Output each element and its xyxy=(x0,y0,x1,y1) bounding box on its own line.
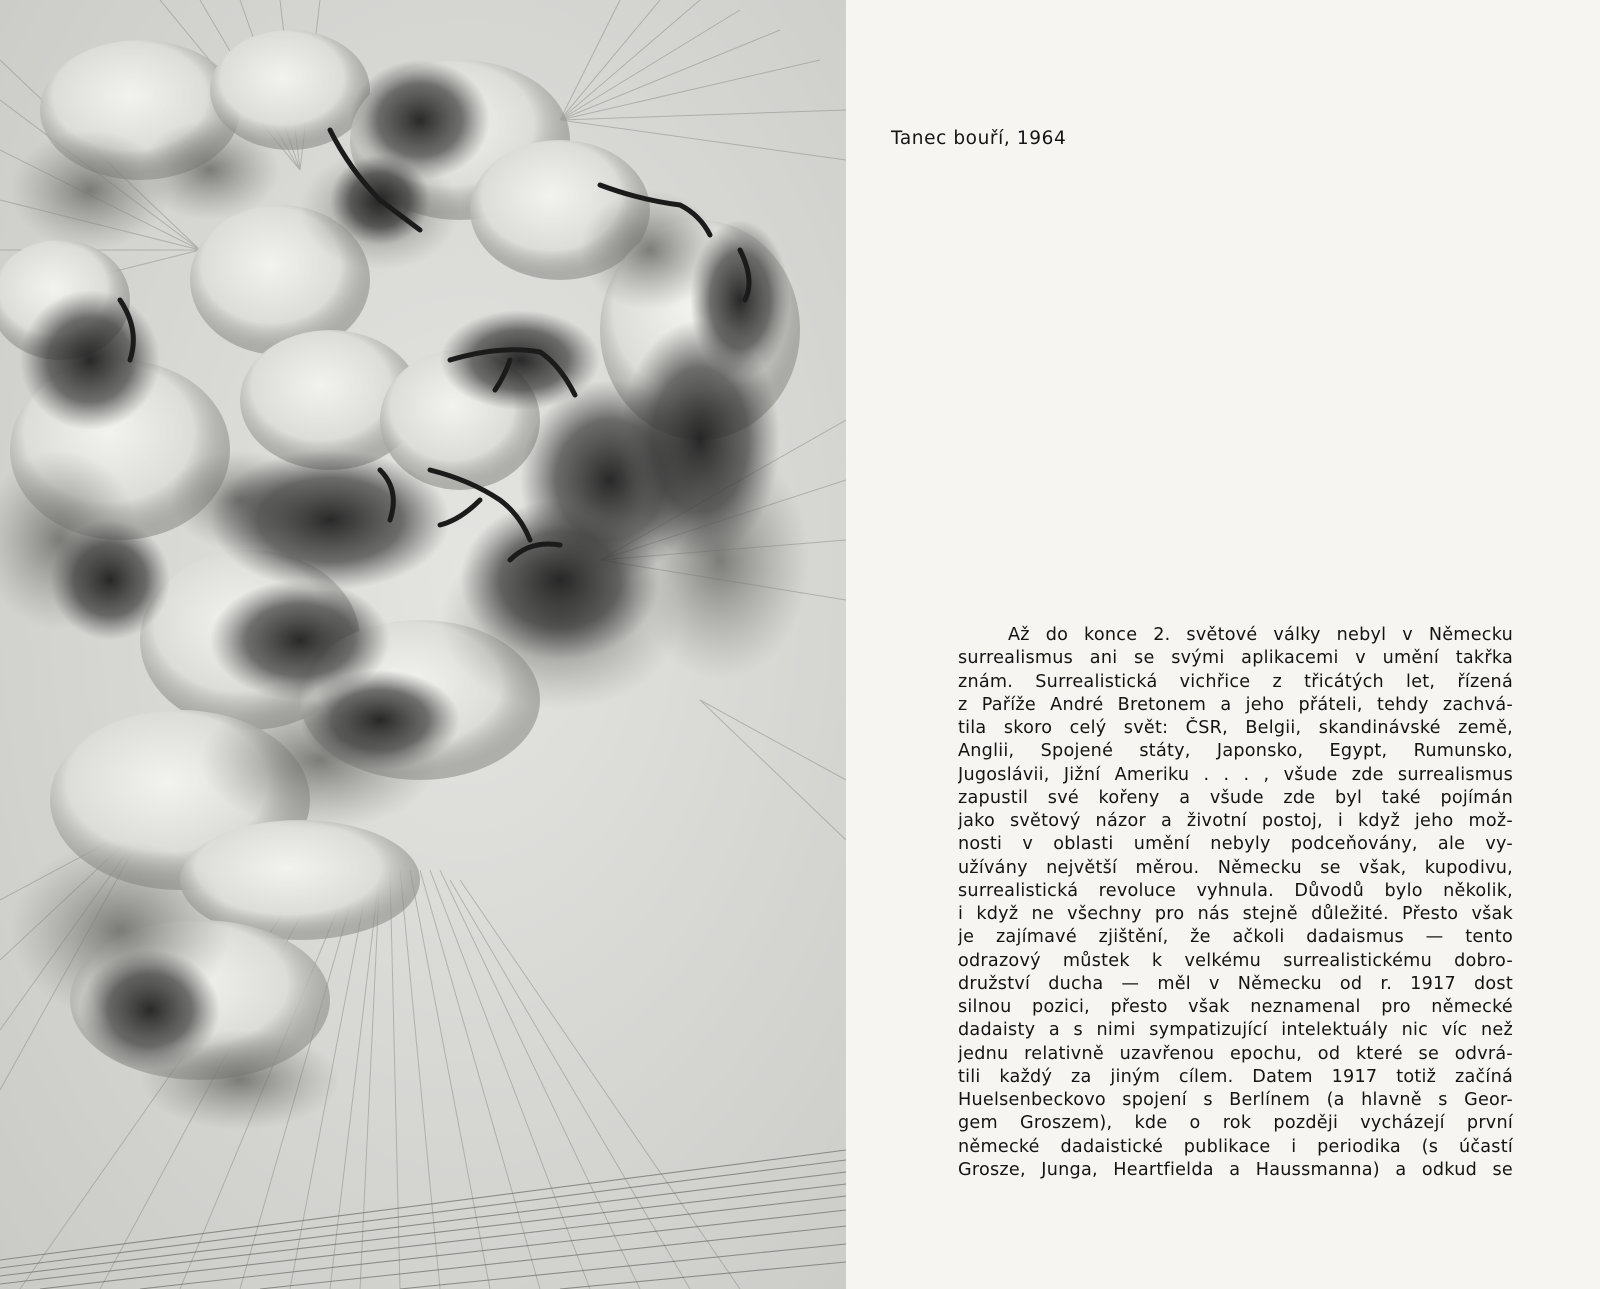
body-line: je zajímavé zjištění, že ačkoli dadaismus — tento xyxy=(958,927,1513,948)
body-line: Až do konce 2. světové války nebyl v Německu xyxy=(1008,625,1513,645)
body-line: jednu relativně uzavřenou epochu, od které se odvrá- xyxy=(958,1043,1513,1064)
body-line: Anglii, Spojené státy, Japonsko, Egypt, Rumunsko, xyxy=(958,741,1513,762)
body-line: i když ne všechny pro nás stejně důležité. Přesto však xyxy=(958,904,1513,924)
body-line: odrazový můstek k velkému surrealistickému dobro- xyxy=(958,950,1513,971)
body-line: tila skoro celý svět: ČSR, Belgii, skandinávské země, xyxy=(958,718,1513,738)
body-line: surrealismus ani se svými aplikacemi v umění takřka xyxy=(958,648,1513,669)
body-line: z Paříže André Bretonem a jeho přáteli, tehdy zachvá- xyxy=(958,694,1513,715)
artwork-caption: Tanec bouří, 1964 xyxy=(891,128,1067,149)
body-text xyxy=(958,624,1513,1182)
body-line: zapustil své kořeny a všude zde byl také pojímán xyxy=(958,787,1513,808)
body-line: Grosze, Junga, Heartfielda a Haussmanna) a odkud se xyxy=(958,1159,1513,1180)
body-line: Huelsenbeckovo spojení s Berlínem (a hlavně s Geor- xyxy=(958,1090,1513,1110)
body-line: tili každý za jiným cílem. Datem 1917 totiž začíná xyxy=(958,1066,1513,1087)
body-line: užívány největší měrou. Německu se však, kupodivu, xyxy=(958,857,1513,878)
body-line: družství ducha — měl v Německu od r. 1917 dost xyxy=(958,973,1513,994)
body-line: dadaisty a s nimi sympatizující intelektuály nic víc než xyxy=(958,1020,1513,1041)
body-line: silnou pozici, přesto však neznamenal pro německé xyxy=(958,997,1513,1017)
body-line: surrealistická revoluce vyhnula. Důvodů bylo několik, xyxy=(958,880,1513,901)
body-line: znám. Surrealistická vichřice z třicátých let, řízená xyxy=(958,671,1513,692)
body-line: německé dadaistické publikace i periodika (s účastí xyxy=(958,1136,1513,1157)
body-line: gem Groszem), kde o rok později vycházejí první xyxy=(958,1113,1513,1134)
body-line: Jugoslávii, Jižní Ameriku . . . , všude zde surrealismus xyxy=(958,764,1513,785)
body-line: nosti v oblasti umění nebyly podceňovány, ale vy- xyxy=(958,834,1513,855)
body-line: jako světový názor a životní postoj, i když jeho mož- xyxy=(958,811,1513,831)
